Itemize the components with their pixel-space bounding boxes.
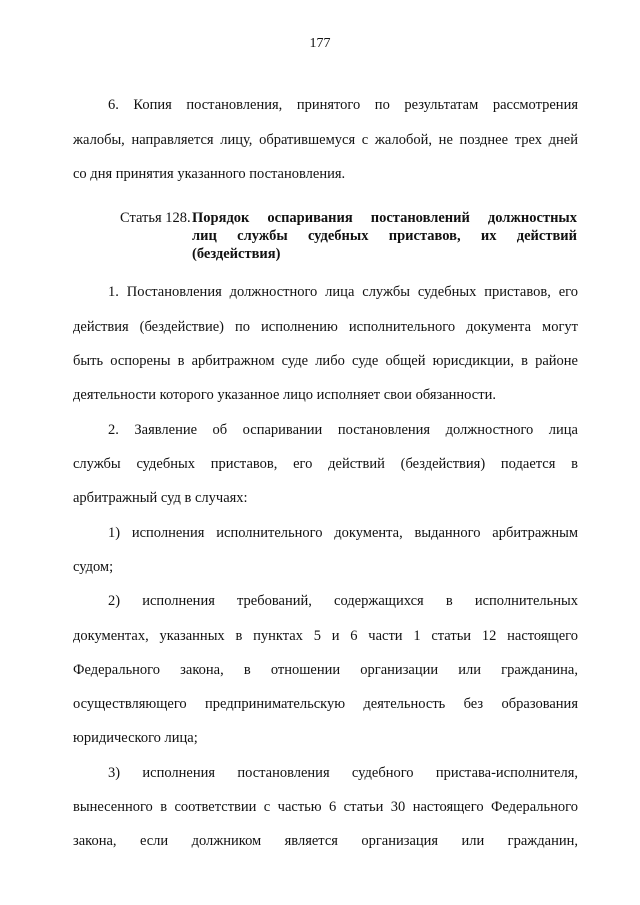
p1-line-4: деятельности которого указанное лицо исполняет свои обязанности. [73, 387, 496, 403]
para6-line-1: 6. Копия постановления, принятого по результатам рассмотрения [108, 97, 578, 113]
article-title-line-1: Порядок оспаривания постановлений должностных [192, 210, 577, 226]
p1-line-2: действия (бездействие) по исполнению исполнительного документа могут [73, 319, 578, 335]
item2-line-4: осуществляющего предпринимательскую деятельность без образования [73, 696, 578, 712]
article-heading [120, 209, 580, 269]
article-title-line-2: лиц службы судебных приставов, их действий [192, 228, 577, 244]
para6-line-2: жалобы, направляется лицу, обратившемуся с жалобой, не позднее трех дней [73, 132, 578, 148]
p2-line-1: 2. Заявление об оспаривании постановления должностного лица [108, 422, 578, 438]
item1-line-1: 1) исполнения исполнительного документа, выданного арбитражным [108, 525, 578, 541]
item3-line-2: вынесенного в соответствии с частью 6 статьи 30 настоящего Федерального [73, 799, 578, 815]
item3-line-3: закона, если должником является организация или гражданин, [73, 833, 578, 849]
item3-line-1: 3) исполнения постановления судебного пристава-исполнителя, [108, 765, 578, 781]
page-number: 177 [309, 36, 331, 51]
item2-line-1: 2) исполнения требований, содержащихся в исполнительных [108, 593, 578, 609]
item1-line-2: судом; [73, 559, 114, 575]
p2-line-2: службы судебных приставов, его действий (бездействия) подается в [73, 456, 578, 472]
article-label: Статья 128. [120, 210, 191, 226]
item2-line-2: документах, указанных в пунктах 5 и 6 части 1 статьи 12 настоящего [73, 628, 578, 644]
p2-line-3: арбитражный суд в случаях: [73, 490, 248, 506]
article-title [192, 209, 577, 263]
para6-line-3: со дня принятия указанного постановления. [73, 166, 346, 182]
item2-line-5: юридического лица; [73, 730, 198, 746]
p1-line-1: 1. Постановления должностного лица службы судебных приставов, его [108, 284, 578, 300]
article-title-line-3: (бездействия) [192, 246, 281, 262]
item2-line-3: Федерального закона, в отношении организации или гражданина, [73, 662, 578, 678]
p1-line-3: быть оспорены в арбитражном суде либо суде общей юрисдикции, в районе [73, 353, 578, 369]
